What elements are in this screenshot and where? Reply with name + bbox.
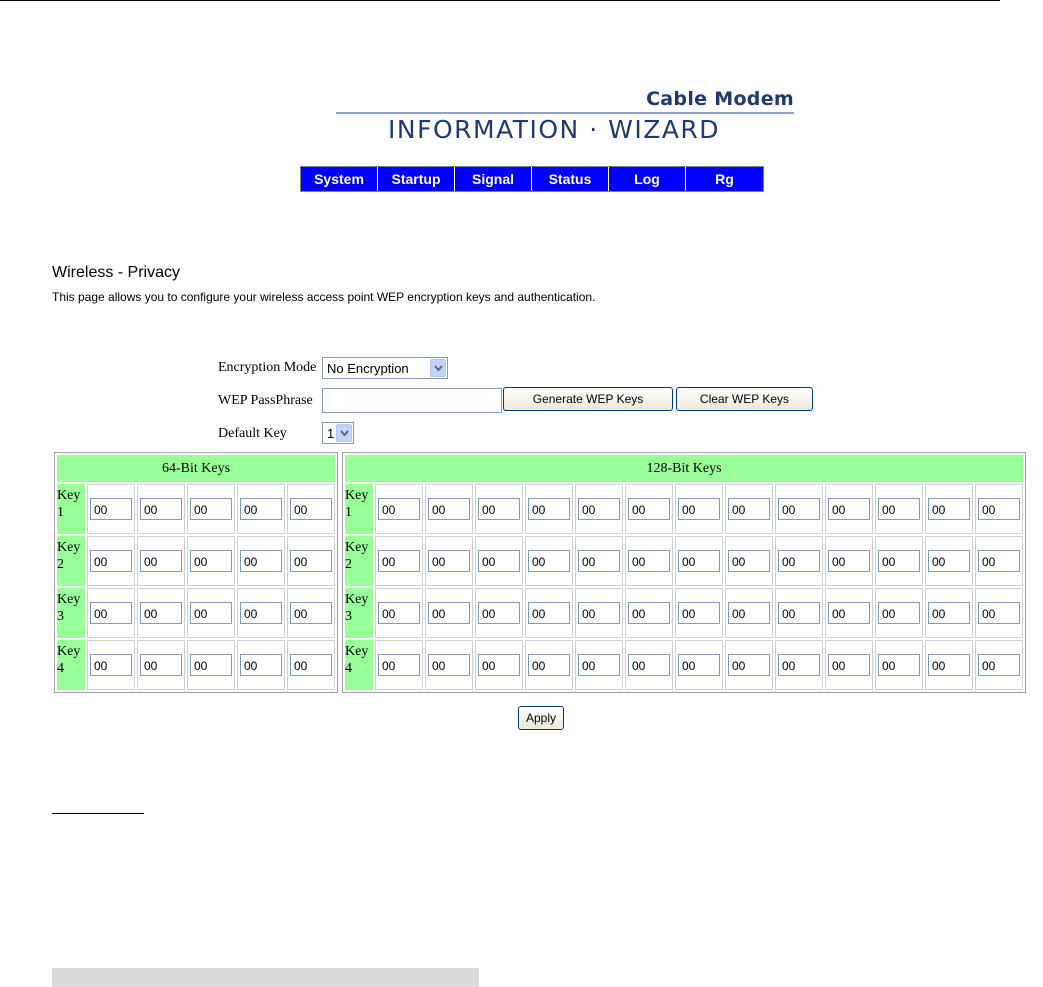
key-row-label: Key 4: [345, 640, 373, 690]
key-input[interactable]: 00: [290, 498, 332, 520]
key-input[interactable]: 00: [290, 550, 332, 572]
key-input[interactable]: 00: [478, 550, 520, 572]
key-input[interactable]: 00: [378, 550, 420, 572]
key-input[interactable]: 00: [628, 550, 670, 572]
key-input[interactable]: 00: [978, 550, 1020, 572]
key-input[interactable]: 00: [240, 602, 282, 624]
key-input[interactable]: 00: [378, 654, 420, 676]
key-input[interactable]: 00: [190, 498, 232, 520]
key-input[interactable]: 00: [428, 602, 470, 624]
key-input[interactable]: 00: [528, 654, 570, 676]
key-input[interactable]: 00: [978, 602, 1020, 624]
key-input[interactable]: 00: [240, 550, 282, 572]
key-input[interactable]: 00: [928, 550, 970, 572]
key-input[interactable]: 00: [878, 550, 920, 572]
key-input[interactable]: 00: [290, 602, 332, 624]
keys-64-header: 64-Bit Keys: [57, 455, 335, 482]
key-input[interactable]: 00: [428, 550, 470, 572]
key-input[interactable]: 00: [678, 654, 720, 676]
key-input[interactable]: 00: [578, 602, 620, 624]
key-input[interactable]: 00: [828, 550, 870, 572]
key-input[interactable]: 00: [828, 602, 870, 624]
key-input[interactable]: 00: [90, 602, 132, 624]
apply-button[interactable]: Apply: [518, 706, 564, 730]
key-input[interactable]: 00: [778, 498, 820, 520]
key-input[interactable]: 00: [140, 654, 182, 676]
top-rule: [0, 0, 1000, 1]
logo-subtitle: Cable Modem: [646, 88, 794, 110]
encryption-mode-select[interactable]: [322, 357, 448, 379]
key-input[interactable]: 00: [828, 654, 870, 676]
key-input[interactable]: 00: [878, 602, 920, 624]
key-input[interactable]: 00: [190, 550, 232, 572]
default-key-select[interactable]: [322, 422, 354, 444]
key-input[interactable]: 00: [478, 654, 520, 676]
key-input[interactable]: 00: [190, 654, 232, 676]
nav-system[interactable]: System: [301, 167, 378, 191]
key-input[interactable]: 00: [528, 498, 570, 520]
keys-128-header: 128-Bit Keys: [345, 455, 1023, 482]
key-input[interactable]: 00: [578, 654, 620, 676]
key-row-label: Key 1: [57, 484, 85, 534]
encryption-mode-label: Encryption Mode: [218, 360, 317, 375]
logo-title: INFORMATION · WIZARD: [388, 115, 721, 144]
key-input[interactable]: 00: [90, 498, 132, 520]
chevron-down-icon: [336, 424, 352, 442]
key-input[interactable]: 00: [378, 498, 420, 520]
nav-log[interactable]: Log: [609, 167, 686, 191]
key-row-label: Key 2: [345, 536, 373, 586]
nav-startup[interactable]: Startup: [378, 167, 455, 191]
key-input[interactable]: 00: [240, 498, 282, 520]
key-input[interactable]: 00: [878, 654, 920, 676]
key-row-label: Key 1: [345, 484, 373, 534]
default-key-label: Default Key: [218, 426, 287, 441]
key-row-label: Key 3: [345, 588, 373, 638]
nav-rg[interactable]: Rg: [686, 167, 763, 191]
key-input[interactable]: 00: [628, 654, 670, 676]
key-input[interactable]: 00: [928, 602, 970, 624]
nav-signal[interactable]: Signal: [455, 167, 532, 191]
underline-rule: [52, 813, 144, 814]
key-input[interactable]: 00: [728, 654, 770, 676]
key-input[interactable]: 00: [778, 602, 820, 624]
key-input[interactable]: 00: [378, 602, 420, 624]
key-row-label: Key 3: [57, 588, 85, 638]
key-input[interactable]: 00: [678, 550, 720, 572]
passphrase-label: WEP PassPhrase: [218, 393, 313, 408]
key-input[interactable]: 00: [528, 602, 570, 624]
key-input[interactable]: 00: [140, 498, 182, 520]
key-input[interactable]: 00: [778, 550, 820, 572]
top-nav: [300, 166, 764, 192]
key-input[interactable]: 00: [428, 654, 470, 676]
key-input[interactable]: 00: [978, 654, 1020, 676]
key-input[interactable]: 00: [928, 654, 970, 676]
key-input[interactable]: 00: [728, 550, 770, 572]
key-input[interactable]: 00: [878, 498, 920, 520]
clear-wep-keys-button[interactable]: Clear WEP Keys: [676, 387, 813, 411]
encryption-mode-value: No Encryption: [327, 361, 409, 376]
keys-128-table: [342, 452, 1026, 693]
key-input[interactable]: 00: [140, 602, 182, 624]
key-input[interactable]: 00: [478, 602, 520, 624]
logo-line: [336, 112, 794, 114]
key-input[interactable]: 00: [778, 654, 820, 676]
passphrase-input[interactable]: [322, 388, 502, 413]
key-input[interactable]: 00: [290, 654, 332, 676]
key-row-label: Key 2: [57, 536, 85, 586]
key-input[interactable]: 00: [628, 602, 670, 624]
key-input[interactable]: 00: [528, 550, 570, 572]
key-input[interactable]: 00: [928, 498, 970, 520]
gray-bar: [52, 968, 479, 987]
key-input[interactable]: 00: [578, 498, 620, 520]
key-input[interactable]: 00: [628, 498, 670, 520]
key-input[interactable]: 00: [240, 654, 282, 676]
key-input[interactable]: 00: [90, 550, 132, 572]
key-input[interactable]: 00: [978, 498, 1020, 520]
key-input[interactable]: 00: [678, 602, 720, 624]
nav-status[interactable]: Status: [532, 167, 609, 191]
keys-64-table: [54, 452, 338, 693]
page-title: Wireless - Privacy: [52, 264, 181, 281]
key-input[interactable]: 00: [578, 550, 620, 572]
key-input[interactable]: 00: [728, 498, 770, 520]
key-input[interactable]: 00: [140, 550, 182, 572]
key-input[interactable]: 00: [428, 498, 470, 520]
generate-wep-keys-button[interactable]: Generate WEP Keys: [503, 387, 673, 411]
chevron-down-icon: [430, 359, 446, 377]
key-input[interactable]: 00: [478, 498, 520, 520]
key-input[interactable]: 00: [90, 654, 132, 676]
key-input[interactable]: 00: [190, 602, 232, 624]
key-row-label: Key 4: [57, 640, 85, 690]
default-key-value: 1: [327, 426, 335, 441]
key-input[interactable]: 00: [828, 498, 870, 520]
logo: [336, 88, 796, 146]
key-input[interactable]: 00: [728, 602, 770, 624]
key-input[interactable]: 00: [678, 498, 720, 520]
page-description: This page allows you to configure your wireless access point WEP encryption keys and authentication.: [52, 290, 596, 304]
